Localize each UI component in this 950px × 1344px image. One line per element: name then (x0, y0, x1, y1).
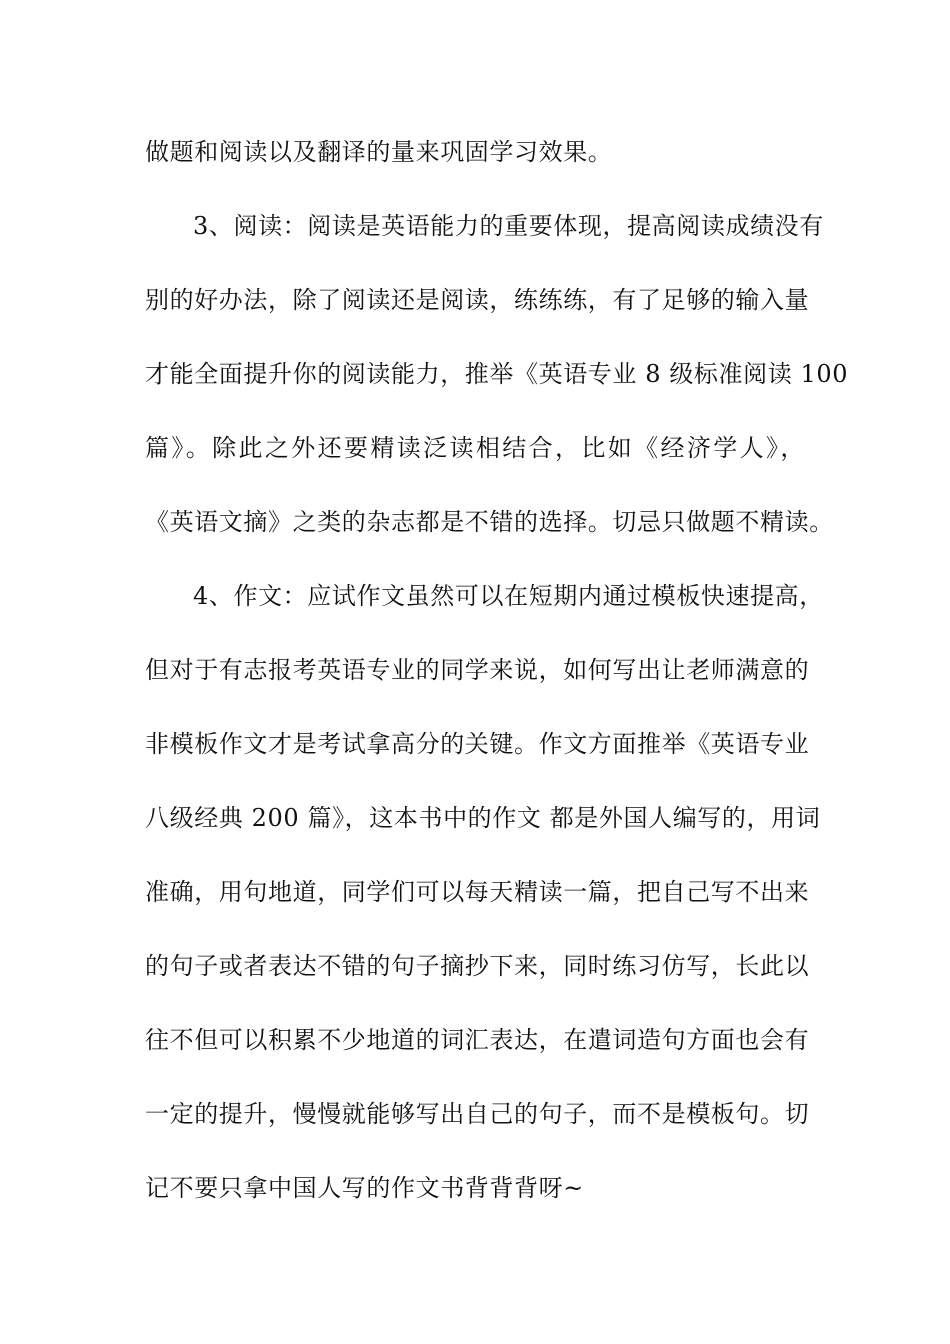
text-line-5: 篇》。除此之外还要精读泛读相结合，比如《经济学人》， (145, 434, 805, 462)
text-line-9: 非模板作文才是考试拿高分的关键。作文方面推举《英语专业 (145, 730, 810, 758)
text-line-15: 记不要只拿中国人写的作文书背背背呀~ (145, 1174, 584, 1202)
text-line-13: 往不但可以积累不少地道的词汇表达，在遣词造句方面也会有 (145, 1026, 810, 1054)
text-line-7: 4、作文：应试作文虽然可以在短期内通过模板快速提高， (193, 582, 824, 610)
text-line-1: 做题和阅读以及翻译的量来巩固学习效果。 (145, 138, 613, 166)
text-line-6: 《英语文摘》之类的杂志都是不错的选择。切忌只做题不精读。 (145, 508, 834, 536)
text-line-8: 但对于有志报考英语专业的同学来说，如何写出让老师满意的 (145, 656, 810, 684)
text-line-10: 八级经典 200 篇》，这本书中的作文 都是外国人编写的，用词 (145, 804, 821, 832)
text-line-14: 一定的提升，慢慢就能够写出自己的句子，而不是模板句。切 (145, 1100, 810, 1128)
text-line-2: 3、阅读：阅读是英语能力的重要体现，提高阅读成绩没有 (193, 212, 824, 240)
text-line-11: 准确，用句地道，同学们可以每天精读一篇，把自己写不出来 (145, 878, 810, 906)
text-line-3: 别的好办法，除了阅读还是阅读，练练练，有了足够的输入量 (145, 286, 810, 314)
text-line-12: 的句子或者表达不错的句子摘抄下来，同时练习仿写，长此以 (145, 952, 810, 980)
text-line-4: 才能全面提升你的阅读能力，推举《英语专业 8 级标准阅读 100 (145, 360, 849, 388)
